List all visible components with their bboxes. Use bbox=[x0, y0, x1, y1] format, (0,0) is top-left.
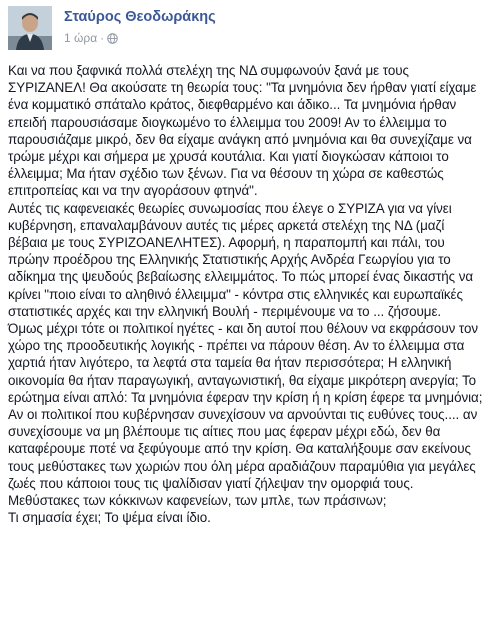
author-avatar[interactable] bbox=[8, 6, 52, 50]
author-name-link[interactable]: Σταύρος Θεοδωράκης bbox=[64, 9, 216, 25]
post-body bbox=[8, 62, 486, 526]
globe-icon[interactable] bbox=[107, 33, 118, 44]
post-paragraph: Αυτές τις καφενειακές θεωρίες συνωμοσίας που έλεγε ο ΣΥΡΙΖΑ για να γίνει κυβέρνηση, επαναλαμβάνουν αυτές τις μέρες αρκετά στελέχη της ΝΔ (μαζί βέβαια με τους ΣΥΡΙΖΟΑΝΕΛΗΤΕΣ). Αφορμή, η παραπομπή και πάλι, του πρώην προέδρου της Ελληνικής Στατιστικής Αρχής Ανδρέα Γεωργίου για το αδίκημα της ψευδούς βεβαίωσης ελλειμμάτος. Το πώς μπορεί ένας δικαστής να κρίνει "ποιο είναι το αληθινό έλλειμμα" - κόντρα στις ελληνικές και ευρωπαϊκές στατιστικές αρχές και την ελληνική Βουλή - περιμένουμε να το ... ζήσουμε. bbox=[8, 200, 474, 319]
post-paragraph: Τι σημασία έχει; Το ψέμα είναι ίδιο. bbox=[8, 510, 211, 526]
post-meta bbox=[64, 31, 118, 45]
post-timestamp[interactable]: 1 ώρα bbox=[64, 31, 98, 45]
meta-separator: · bbox=[100, 31, 105, 45]
post-paragraph: Όμως μέχρι τότε οι πολιτικοί ηγέτες - και δη αυτοί που θέλουν να εκφράσουν τον χώρο της προοδευτικής λογικής - πρέπει να πάρουν θέση. Αν το έλλειμμα στα χαρτιά ήταν λιγότερο, τα λεφτά στα ταμεία θα ήταν περισσότερα; Η ελληνική οικονομία θα ήταν παραγωγική, ανταγωνιστική, θα είχαμε μικρότερη ανεργία; Το ερώτημα είναι απλό: Τα μνημόνια έφεραν την κρίση ή η κρίση έφερε τα μνημόνια; Αν οι πολιτικοί που κυβέρνησαν συνεχίσουν να αρνούνται τις ευθύνες τους.... αν συνεχίσουμε να μη βλέπουμε τις αίτιες που μας έφεραν μέχρι εδώ, δεν θα καταφέρουμε ποτέ να ξεφύγουμε από την κρίση. Θα καταλήξουμε σαν εκείνους τους μεθύστακες των χωριών που όλη μέρα αραδιάζουν παραμύθια για μεγάλες ζωές που κάποιοι τους τις ψαλίδισαν γιατί ζήλεψαν την ομορφιά τους. Μεθύστακες των κόκκινων καφενείων, των μπλε, των πράσινων; bbox=[8, 321, 483, 509]
person-photo-icon bbox=[8, 6, 52, 50]
post-paragraph: Και να που ξαφνικά πολλά στελέχη της ΝΔ συμφωνούν ξανά με τους ΣΥΡΙΖΑΝΕΛ! Θα ακούσατε τη θεωρία τους: "Τα μνημόνια δεν ήρθαν γιατί είχαμε ένα κομματικό σπάταλο κράτος, διεφθαρμένο και άδικο... Τα μνημόνια ήρθαν επειδή παρουσιάσαμε διογκωμένο το έλλειμμα του 2009! Αν το έλλειμμα το παρουσιάζαμε μικρό, δεν θα είχαμε ανάγκη από μνημόνια και θα συνεχίζαμε να τρώμε μέχρι και σήμερα με χρυσά κουτάλια. Και γιατί διογκώσαν κάποιοι το έλλειμμα; Μα ήταν σχέδιο των ξένων. Για να θέσουν τη χώρα σε καθεστώς επιτροπείας και να την αγοράσουν φτηνά". bbox=[8, 63, 477, 199]
post-header bbox=[8, 6, 478, 52]
